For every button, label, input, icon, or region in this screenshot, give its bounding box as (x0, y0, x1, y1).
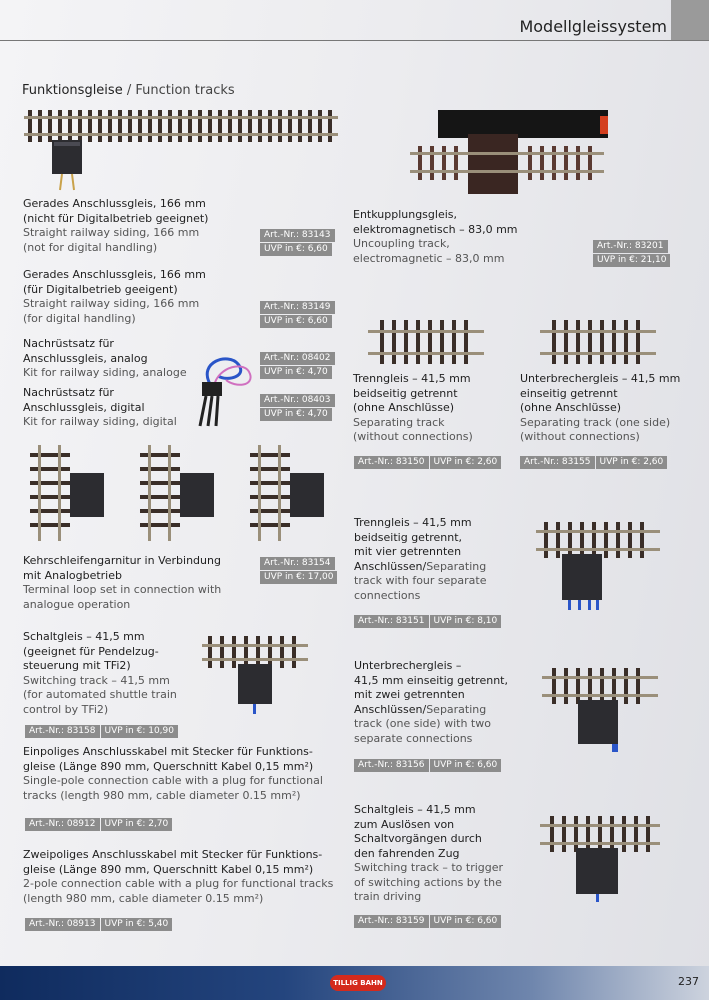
product-83143-price: UVP in €: 6,60 (260, 243, 332, 256)
product-83150-en2: (without connections) (353, 430, 473, 443)
product-08912-art: Art.-Nr.: 08912 (25, 818, 100, 831)
product-83150-de3: (ohne Anschlüsse) (353, 401, 455, 414)
product-08402-art: Art.-Nr.: 08402 (260, 352, 335, 365)
terminal-loop-track-3 (250, 445, 324, 541)
product-08912-price: UVP in €: 2,70 (101, 818, 173, 831)
product-83156-en1a: Separating (426, 702, 487, 716)
product-83150-text (353, 372, 473, 445)
product-08913-en1: 2-pole connection cable with a plug for functional tracks (23, 877, 334, 890)
product-83159-de2: zum Auslösen von (354, 817, 455, 831)
product-08913-en2: (length 980 mm, cable diameter 0.15 mm²) (23, 891, 264, 905)
product-83155-en2: (without connections) (520, 430, 640, 443)
product-83154-en1: Terminal loop set in connection with (23, 583, 222, 596)
product-08403-de2: Anschlussgleis, digital (23, 400, 145, 414)
interrupter-track-image (538, 316, 658, 368)
product-08912-text (23, 745, 323, 803)
product-08913-text (23, 848, 333, 906)
page-header-title: Modellgleissystem (519, 17, 667, 36)
product-83155-text (520, 372, 680, 445)
product-83149-de2: (für Digitalbetrieb geeigent) (23, 282, 178, 296)
product-83156-art: Art.-Nr.: 83156 (354, 759, 429, 772)
uncoupling-track-image (408, 106, 614, 196)
separating-track-image (366, 316, 486, 368)
product-83143-art: Art.-Nr.: 83143 (260, 229, 335, 242)
product-83159-en3: train driving (354, 890, 422, 903)
product-83155-de3: (ohne Anschlüsse) (520, 401, 622, 414)
product-08403-en1: Kit for railway siding, digital (23, 415, 177, 428)
product-83158-en2: (for automated shuttle train (23, 688, 177, 701)
product-83151-de1: Trenngleis – 41,5 mm (354, 516, 472, 529)
section-title-en: Function tracks (135, 83, 235, 98)
product-83201-de1: Entkupplungsgleis, (353, 208, 458, 221)
product-83158-price-tag (25, 725, 178, 738)
separating-track-four-connections-image (534, 518, 662, 612)
product-83159-art: Art.-Nr.: 83159 (354, 915, 429, 928)
product-83155-de2: einseitig getrennt (520, 386, 618, 400)
product-83201-text (353, 208, 518, 266)
product-83159-de3: Schaltvorgängen durch (354, 832, 482, 845)
product-83155-price: UVP in €: 2,60 (596, 456, 668, 469)
product-83156-price-tag (354, 759, 501, 772)
product-83158-price: UVP in €: 10,90 (101, 725, 178, 738)
product-83159-en2: of switching actions by the (354, 875, 502, 889)
product-83151-price-tag (354, 615, 501, 628)
product-08912-en1: Single-pole connection cable with a plug for functional (23, 774, 323, 787)
product-08912-de2: gleise (Länge 890 mm, Querschnitt Kabel 0,15 mm²) (23, 759, 314, 773)
product-08912-price-tag (25, 818, 172, 831)
interrupter-track-two-connections-image (540, 664, 660, 754)
product-08403-price-tag (260, 394, 335, 421)
product-08913-de2: gleise (Länge 890 mm, Querschnitt Kabel 0,15 mm²) (23, 862, 314, 876)
product-83155-en1: Separating track (one side) (520, 415, 671, 429)
product-08912-en2: tracks (length 980 mm, cable diameter 0.15 mm²) (23, 788, 301, 802)
product-83154-art: Art.-Nr.: 83154 (260, 557, 335, 570)
product-83149-text (23, 268, 206, 326)
product-08403-price: UVP in €: 4,70 (260, 408, 332, 421)
product-83159-de4: den fahrenden Zug (354, 846, 460, 860)
product-08912-de1: Einpoliges Anschlusskabel mit Stecker für Funktions- (23, 745, 313, 758)
product-83150-de1: Trenngleis – 41,5 mm (353, 372, 471, 385)
product-83156-de1: Unterbrechergleis – (354, 659, 462, 672)
product-08402-price-tag (260, 352, 335, 379)
product-83159-en1: Switching track – to trigger (354, 861, 504, 874)
header-corner-block (671, 0, 709, 41)
product-83158-de2: (geeignet für Pendelzug- (23, 644, 159, 658)
terminal-loop-set-image (24, 445, 340, 545)
product-83151-de4: Anschlüssen/ (354, 559, 427, 573)
product-08913-price: UVP in €: 5,40 (101, 918, 173, 931)
product-83151-en2: track with four separate (354, 574, 487, 587)
product-83155-price-tag (520, 456, 667, 469)
product-08913-de1: Zweipoliges Anschlusskabel mit Stecker für Funktions- (23, 848, 323, 861)
product-83143-price-tag (260, 229, 335, 256)
product-83150-en1: Separating track (353, 415, 445, 429)
product-83201-price-tag (593, 240, 670, 267)
product-83155-art: Art.-Nr.: 83155 (520, 456, 595, 469)
switching-track-trigger-image (538, 812, 662, 902)
product-83151-art: Art.-Nr.: 83151 (354, 615, 429, 628)
product-83201-price: UVP in €: 21,10 (593, 254, 670, 267)
product-83159-price: UVP in €: 6,60 (430, 915, 502, 928)
page-number: 237 (678, 975, 699, 988)
product-83154-de1: Kehrschleifengarnitur in Verbindung (23, 554, 221, 567)
product-08402-en1: Kit for railway siding, analoge (23, 366, 187, 379)
product-83154-de2: mit Analogbetrieb (23, 568, 122, 582)
product-83149-price-tag (260, 301, 335, 328)
product-08402-de2: Anschlussgleis, analog (23, 351, 148, 365)
product-83156-en3: separate connections (354, 731, 473, 745)
product-08402-text (23, 337, 187, 381)
terminal-loop-track-1 (30, 445, 104, 541)
product-83149-en1: Straight railway siding, 166 mm (23, 297, 200, 310)
product-08913-price-tag (25, 918, 172, 931)
product-83158-en3: control by TFi2) (23, 702, 109, 716)
product-83154-price: UVP in €: 17,00 (260, 571, 337, 584)
product-83159-text (354, 803, 503, 905)
header-rule (0, 40, 709, 41)
product-83156-de4: Anschlüssen/ (354, 702, 427, 716)
product-83143-en2: (not for digital handling) (23, 240, 158, 254)
product-83150-de2: beidseitig getrennt (353, 386, 458, 400)
product-08402-price: UVP in €: 4,70 (260, 366, 332, 379)
product-83158-en1: Switching track – 41,5 mm (23, 673, 170, 687)
product-83158-de1: Schaltgleis – 41,5 mm (23, 630, 145, 643)
section-title: Funktionsgleise / Function tracks (22, 83, 235, 98)
product-83149-art: Art.-Nr.: 83149 (260, 301, 335, 314)
switching-track-image (200, 632, 312, 716)
product-08402-de1: Nachrüstsatz für (23, 337, 114, 350)
product-83143-en1: Straight railway siding, 166 mm (23, 226, 200, 239)
product-83151-de4-line (354, 560, 486, 575)
product-83158-text (23, 630, 177, 717)
product-83143-de2: (nicht für Digitalbetrieb geeignet) (23, 211, 209, 225)
product-08403-text (23, 386, 177, 430)
product-83149-de1: Gerades Anschlussgleis, 166 mm (23, 268, 206, 281)
product-83143-text (23, 197, 208, 255)
product-83154-en2: analogue operation (23, 597, 131, 611)
product-83155-de1: Unterbrechergleis – 41,5 mm (520, 372, 681, 385)
product-83158-art: Art.-Nr.: 83158 (25, 725, 100, 738)
product-83156-de4-line (354, 703, 508, 718)
product-08913-art: Art.-Nr.: 08913 (25, 918, 100, 931)
product-83150-art: Art.-Nr.: 83150 (354, 456, 429, 469)
product-83201-en2: electromagnetic – 83,0 mm (353, 251, 505, 265)
product-83201-de2: elektromagnetisch – 83,0 mm (353, 222, 518, 236)
product-83156-en2: track (one side) with two (354, 717, 491, 730)
product-83151-de3: mit vier getrennten (354, 545, 462, 558)
product-83149-en2: (for digital handling) (23, 311, 136, 325)
tillig-bahn-logo: TILLIG BAHN (330, 975, 386, 991)
terminal-loop-track-2 (140, 445, 214, 541)
product-83151-en1a: Separating (426, 559, 487, 573)
product-83201-art: Art.-Nr.: 83201 (593, 240, 668, 253)
product-83156-de3: mit zwei getrennten (354, 688, 465, 701)
product-83150-price: UVP in €: 2,60 (430, 456, 502, 469)
product-83159-price-tag (354, 915, 501, 928)
product-83151-text (354, 516, 486, 603)
product-83143-de1: Gerades Anschlussgleis, 166 mm (23, 197, 206, 210)
straight-siding-track-image (22, 106, 342, 192)
product-83151-de2: beidseitig getrennt, (354, 530, 463, 544)
sleepers (28, 110, 332, 142)
product-08403-de1: Nachrüstsatz für (23, 386, 114, 399)
product-83149-price: UVP in €: 6,60 (260, 315, 332, 328)
product-83156-price: UVP in €: 6,60 (430, 759, 502, 772)
product-83154-price-tag (260, 557, 337, 584)
product-83151-price: UVP in €: 8,10 (430, 615, 502, 628)
product-83150-price-tag (354, 456, 501, 469)
product-83158-de3: steuerung mit TFi2) (23, 659, 131, 672)
section-title-de: Funktionsgleise (22, 83, 123, 98)
product-83154-text (23, 554, 221, 612)
product-83156-de2: 41,5 mm einseitig getrennt, (354, 673, 508, 687)
product-08403-art: Art.-Nr.: 08403 (260, 394, 335, 407)
product-83156-text (354, 659, 508, 746)
product-83159-de1: Schaltgleis – 41,5 mm (354, 803, 476, 816)
product-83151-en3: connections (354, 588, 421, 602)
product-83201-en1: Uncoupling track, (353, 237, 450, 250)
siding-kit-cable-image (188, 352, 260, 430)
